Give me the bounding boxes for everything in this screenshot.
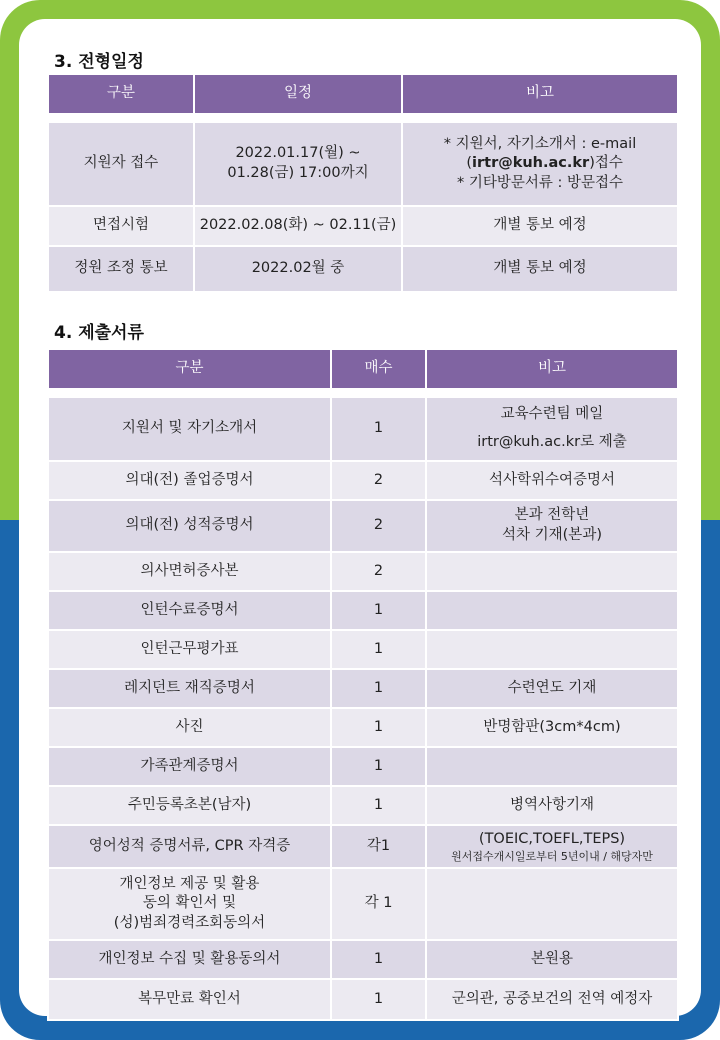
row-schedule: 2022.01.17(월) ~ 01.28(금) 17:00까지 bbox=[194, 122, 402, 206]
table-row bbox=[48, 122, 678, 206]
row-note: 본원용 bbox=[426, 940, 678, 979]
row-note bbox=[426, 630, 678, 669]
row-count: 1 bbox=[331, 630, 426, 669]
section4-title: 4. 제출서류 bbox=[54, 323, 144, 343]
row-name: 사진 bbox=[48, 708, 331, 747]
table-row bbox=[48, 397, 678, 461]
row-note: 군의관, 공중보건의 전역 예정자 bbox=[426, 979, 678, 1020]
table-row bbox=[48, 868, 678, 940]
row-category: 지원자 접수 bbox=[48, 122, 194, 206]
row-schedule: 2022.02.08(화) ~ 02.11(금) bbox=[194, 206, 402, 246]
row-note: 개별 통보 예정 bbox=[402, 246, 678, 292]
row-count: 1 bbox=[331, 708, 426, 747]
row-name: 인턴수료증명서 bbox=[48, 591, 331, 630]
row-note bbox=[426, 552, 678, 591]
row-note: 본과 전학년 석차 기재(본과) bbox=[426, 500, 678, 552]
row-name: 가족관계증명서 bbox=[48, 747, 331, 786]
row-note: 병역사항기재 bbox=[426, 786, 678, 825]
table-row bbox=[48, 552, 678, 591]
row-count: 1 bbox=[331, 591, 426, 630]
row-note: 반명함판(3cm*4cm) bbox=[426, 708, 678, 747]
schedule-header-category: 구분 bbox=[48, 74, 194, 114]
row-name: 인턴근무평가표 bbox=[48, 630, 331, 669]
table-row bbox=[48, 630, 678, 669]
row-name: 복무만료 확인서 bbox=[48, 979, 331, 1020]
row-name: 의사면허증사본 bbox=[48, 552, 331, 591]
table-row bbox=[48, 591, 678, 630]
section3-title: 3. 전형일정 bbox=[54, 52, 144, 72]
row-name: 주민등록초본(남자) bbox=[48, 786, 331, 825]
schedule-table bbox=[47, 73, 679, 293]
documents-header-count: 매수 bbox=[331, 349, 426, 389]
row-count: 각1 bbox=[331, 825, 426, 868]
schedule-header-note: 비고 bbox=[402, 74, 678, 114]
row-note: 석사학위수여증명서 bbox=[426, 461, 678, 500]
table-row bbox=[48, 708, 678, 747]
row-note bbox=[426, 591, 678, 630]
table-row bbox=[48, 246, 678, 292]
table-row bbox=[48, 206, 678, 246]
table-row bbox=[48, 786, 678, 825]
row-note bbox=[426, 747, 678, 786]
email-text: irtr@kuh.ac.kr bbox=[472, 155, 590, 172]
documents-header-row bbox=[48, 349, 678, 389]
row-note: 교육수련팀 메일 irtr@kuh.ac.kr로 제출 bbox=[426, 397, 678, 461]
row-count: 2 bbox=[331, 552, 426, 591]
row-count: 1 bbox=[331, 669, 426, 708]
table-row bbox=[48, 747, 678, 786]
table-row bbox=[48, 979, 678, 1020]
row-note: (TOEIC,TOEFL,TEPS) 원서접수개시일로부터 5년이내 / 해당자만 bbox=[426, 825, 678, 868]
row-count: 2 bbox=[331, 500, 426, 552]
row-count: 1 bbox=[331, 747, 426, 786]
table-row bbox=[48, 940, 678, 979]
row-count: 각 1 bbox=[331, 868, 426, 940]
table-row bbox=[48, 669, 678, 708]
documents-table bbox=[47, 348, 679, 1021]
row-category: 정원 조정 통보 bbox=[48, 246, 194, 292]
row-schedule: 2022.02월 중 bbox=[194, 246, 402, 292]
row-name: 개인정보 제공 및 활용 동의 확인서 및 (성)범죄경력조회동의서 bbox=[48, 868, 331, 940]
documents-header-note: 비고 bbox=[426, 349, 678, 389]
documents-header-name: 구분 bbox=[48, 349, 331, 389]
table-row bbox=[48, 825, 678, 868]
schedule-header-row bbox=[48, 74, 678, 114]
schedule-header-schedule: 일정 bbox=[194, 74, 402, 114]
row-name: 의대(전) 졸업증명서 bbox=[48, 461, 331, 500]
row-name: 지원서 및 자기소개서 bbox=[48, 397, 331, 461]
table-row bbox=[48, 461, 678, 500]
row-count: 1 bbox=[331, 786, 426, 825]
row-category: 면접시험 bbox=[48, 206, 194, 246]
row-name: 개인정보 수집 및 활용동의서 bbox=[48, 940, 331, 979]
table-row bbox=[48, 500, 678, 552]
row-count: 1 bbox=[331, 979, 426, 1020]
row-count: 1 bbox=[331, 940, 426, 979]
row-name: 영어성적 증명서류, CPR 자격증 bbox=[48, 825, 331, 868]
row-name: 의대(전) 성적증명서 bbox=[48, 500, 331, 552]
row-note: * 지원서, 자기소개서 : e-mail (irtr@kuh.ac.kr)접수 * 기타방문서류 : 방문접수 bbox=[402, 122, 678, 206]
row-note: 수련연도 기재 bbox=[426, 669, 678, 708]
row-note: 개별 통보 예정 bbox=[402, 206, 678, 246]
row-name: 레지던트 재직증명서 bbox=[48, 669, 331, 708]
row-note bbox=[426, 868, 678, 940]
row-count: 2 bbox=[331, 461, 426, 500]
row-count: 1 bbox=[331, 397, 426, 461]
